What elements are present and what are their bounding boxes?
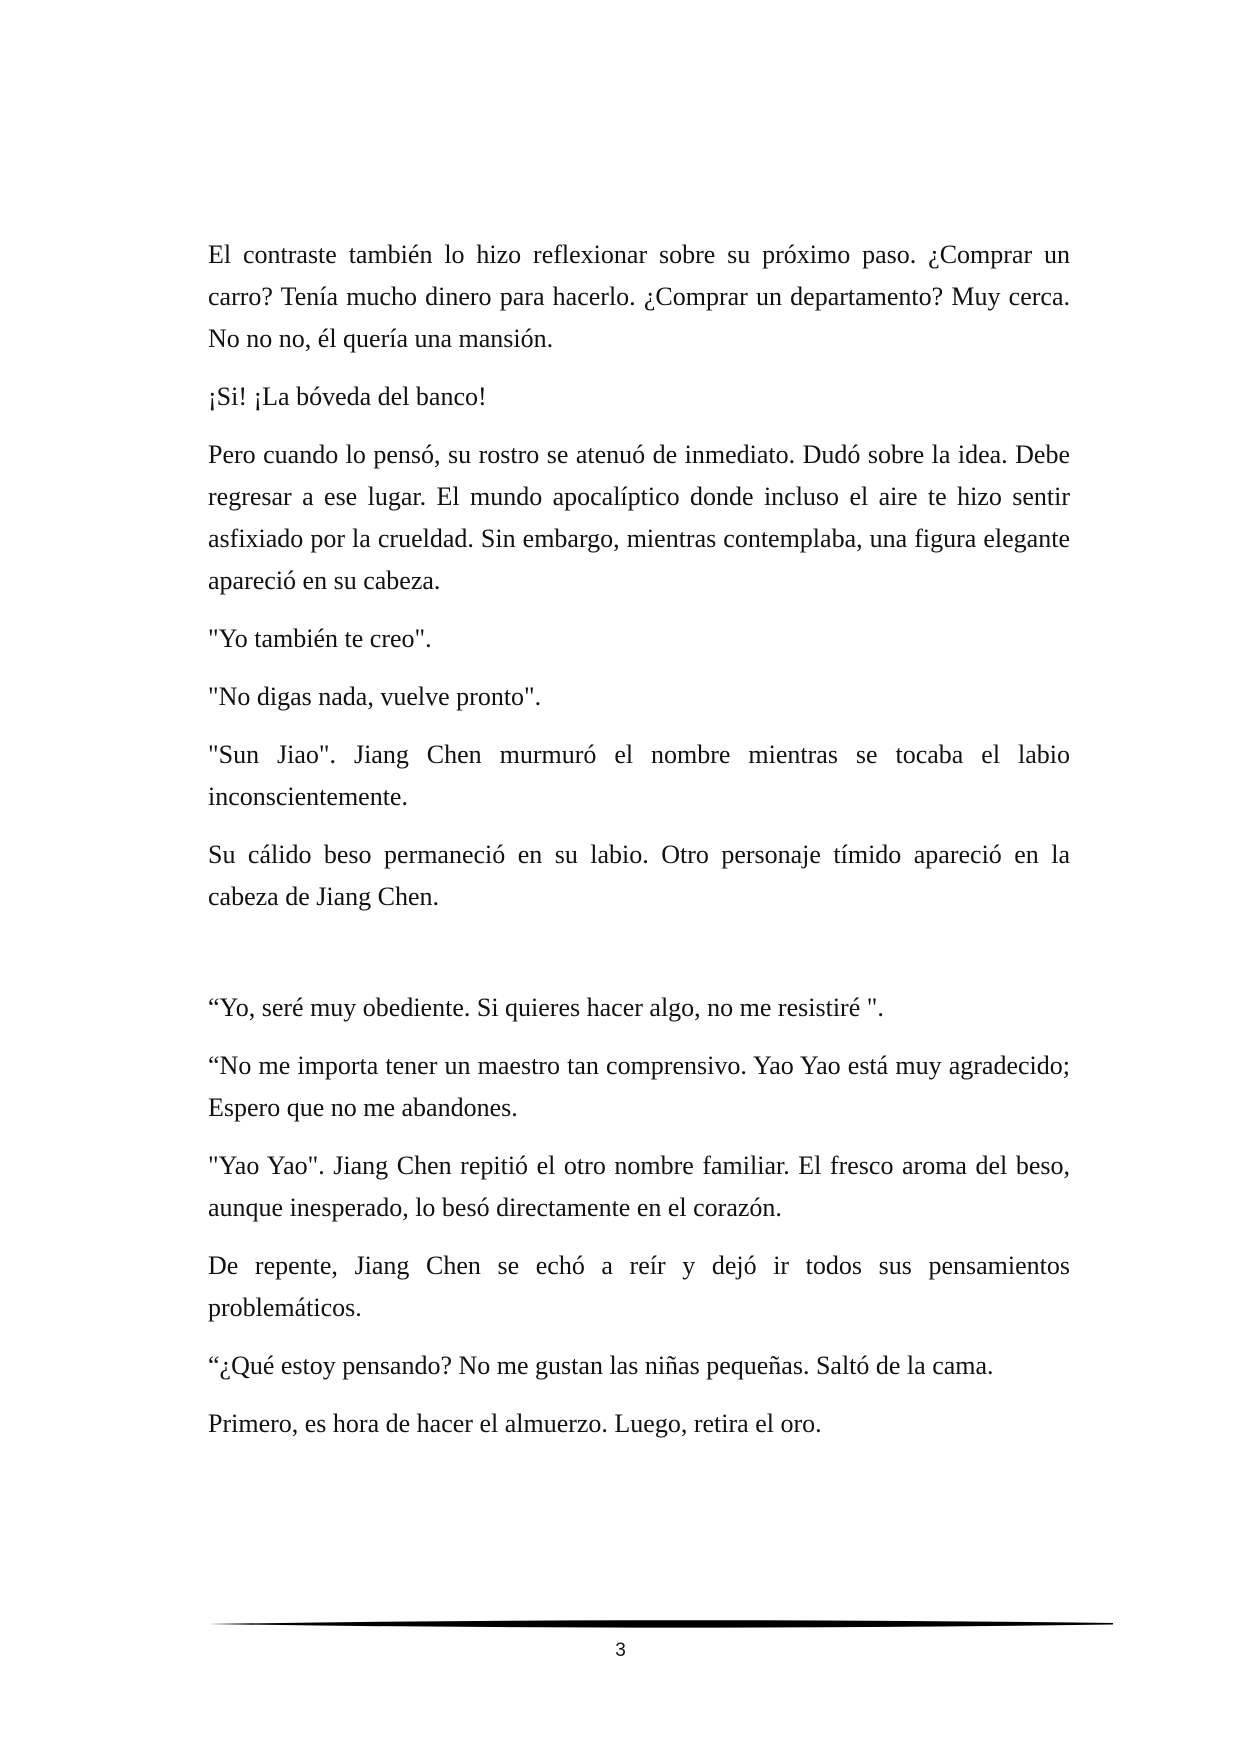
paragraph: ¡Si! ¡La bóveda del banco! (208, 382, 487, 411)
paragraph: "Sun Jiao". Jiang Chen murmuró el nombre mientras se tocaba el labio inconscientemente. (208, 740, 1070, 811)
paragraph: Su cálido beso permaneció en su labio. Otro personaje tímido apareció en la cabeza de Jiang Chen. (208, 840, 1070, 911)
body-text-top (208, 234, 1070, 934)
paragraph: “¿Qué estoy pensando? No me gustan las niñas pequeñas. Saltó de la cama. (208, 1351, 994, 1380)
paragraph: "Yao Yao". Jiang Chen repitió el otro nombre familiar. El fresco aroma del beso, aunque inesperado, lo besó directamente en el corazón. (208, 1151, 1070, 1222)
paragraph: El contraste también lo hizo reflexionar sobre su próximo paso. ¿Comprar un carro? Tenía mucho dinero para hacerlo. ¿Comprar un departamento? Muy cerca. No no no, él quería una mansión. (208, 240, 1070, 353)
paragraph: "No digas nada, vuelve pronto". (208, 682, 542, 711)
paragraph: “No me importa tener un maestro tan comprensivo. Yao Yao está muy agradecido; Espero que no me abandones. (208, 1051, 1070, 1122)
body-text-bottom (208, 987, 1070, 1461)
page-number: 3 (615, 1640, 626, 1661)
footer-divider (208, 1617, 1113, 1631)
paragraph: De repente, Jiang Chen se echó a reír y dejó ir todos sus pensamientos problemáticos. (208, 1251, 1070, 1322)
paragraph: “Yo, seré muy obediente. Si quieres hacer algo, no me resistiré ". (208, 993, 884, 1022)
paragraph: "Yo también te creo". (208, 624, 432, 653)
paragraph: Primero, es hora de hacer el almuerzo. Luego, retira el oro. (208, 1409, 822, 1438)
paragraph: Pero cuando lo pensó, su rostro se atenuó de inmediato. Dudó sobre la idea. Debe regresar a ese lugar. El mundo apocalíptico donde incluso el aire te hizo sentir asfixiado por la crueldad. Sin embargo, mientras contemplaba, una figura elegante apareció en su cabeza. (208, 440, 1070, 595)
